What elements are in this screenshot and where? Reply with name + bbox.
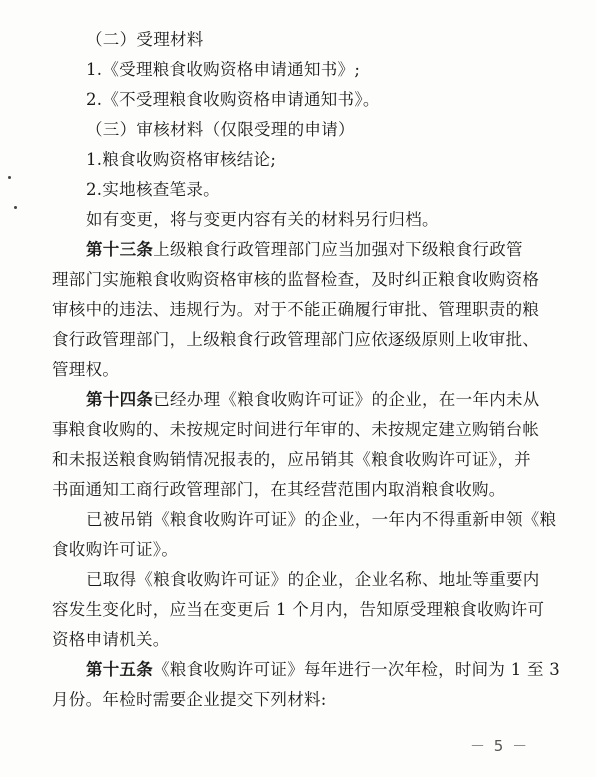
list-item: 2.实地核查笔录。 — [86, 180, 220, 199]
paragraph-line: 审核中的违法、违规行为。对于不能正确履行审批、管理职责的粮 — [52, 300, 540, 319]
article-15-line: 第十五条《粮食收购许可证》每年进行一次年检，时间为 1 至 3 — [86, 660, 561, 679]
list-item: 2.《不受理粮食收购资格申请通知书》。 — [86, 90, 380, 109]
page-number: － 5 － — [470, 737, 530, 755]
section-heading-accepted-materials: （二）受理材料 — [86, 30, 204, 49]
paragraph-line: 书面通知工商行政管理部门，在其经营范围内取消粮食收购。 — [52, 480, 506, 499]
article-number: 第十五条 — [86, 660, 154, 679]
paragraph-line: 事粮食收购的、未按规定时间进行年审的、未按规定建立购销台帐 — [52, 420, 540, 439]
scan-speck — [8, 176, 11, 179]
paragraph-line: 月份。年检时需要企业提交下列材料: — [52, 690, 327, 709]
article-14-line: 第十四条已经办理《粮食收购许可证》的企业，在一年内未从 — [86, 390, 540, 409]
paragraph-line: 管理权。 — [52, 360, 120, 379]
paragraph-line: 如有变更，将与变更内容有关的材料另行归档。 — [86, 210, 439, 229]
article-number: 第十三条 — [86, 240, 154, 259]
paragraph-line: 资格申请机关。 — [52, 630, 170, 649]
paragraph-line: 和未报送粮食购销情况报表的，应吊销其《粮食收购许可证》，并 — [52, 450, 531, 469]
article-13-line: 第十三条上级粮食行政管理部门应当加强对下级粮食行政管 — [86, 240, 523, 259]
paragraph-line: 容发生变化时，应当在变更后 1 个月内，告知原受理粮食收购许可 — [52, 600, 545, 619]
list-item: 1.《受理粮食收购资格申请通知书》; — [86, 60, 361, 79]
paragraph-line: 食收购许可证》。 — [52, 540, 179, 559]
paragraph-line: 理部门实施粮食收购资格审核的监督检查，及时纠正粮食收购资格 — [52, 270, 540, 289]
section-heading-review-materials: （三）审核材料（仅限受理的申请） — [86, 120, 355, 139]
list-item: 1.粮食收购资格审核结论; — [86, 150, 277, 169]
paragraph-line: 已被吊销《粮食收购许可证》的企业，一年内不得重新申领《粮 — [86, 510, 557, 529]
paragraph-line: 已取得《粮食收购许可证》的企业，企业名称、地址等重要内 — [86, 570, 540, 589]
scan-speck — [14, 206, 17, 209]
paragraph-line: 食行政管理部门，上级粮食行政管理部门应依逐级原则上收审批、 — [52, 330, 540, 349]
article-number: 第十四条 — [86, 390, 154, 409]
